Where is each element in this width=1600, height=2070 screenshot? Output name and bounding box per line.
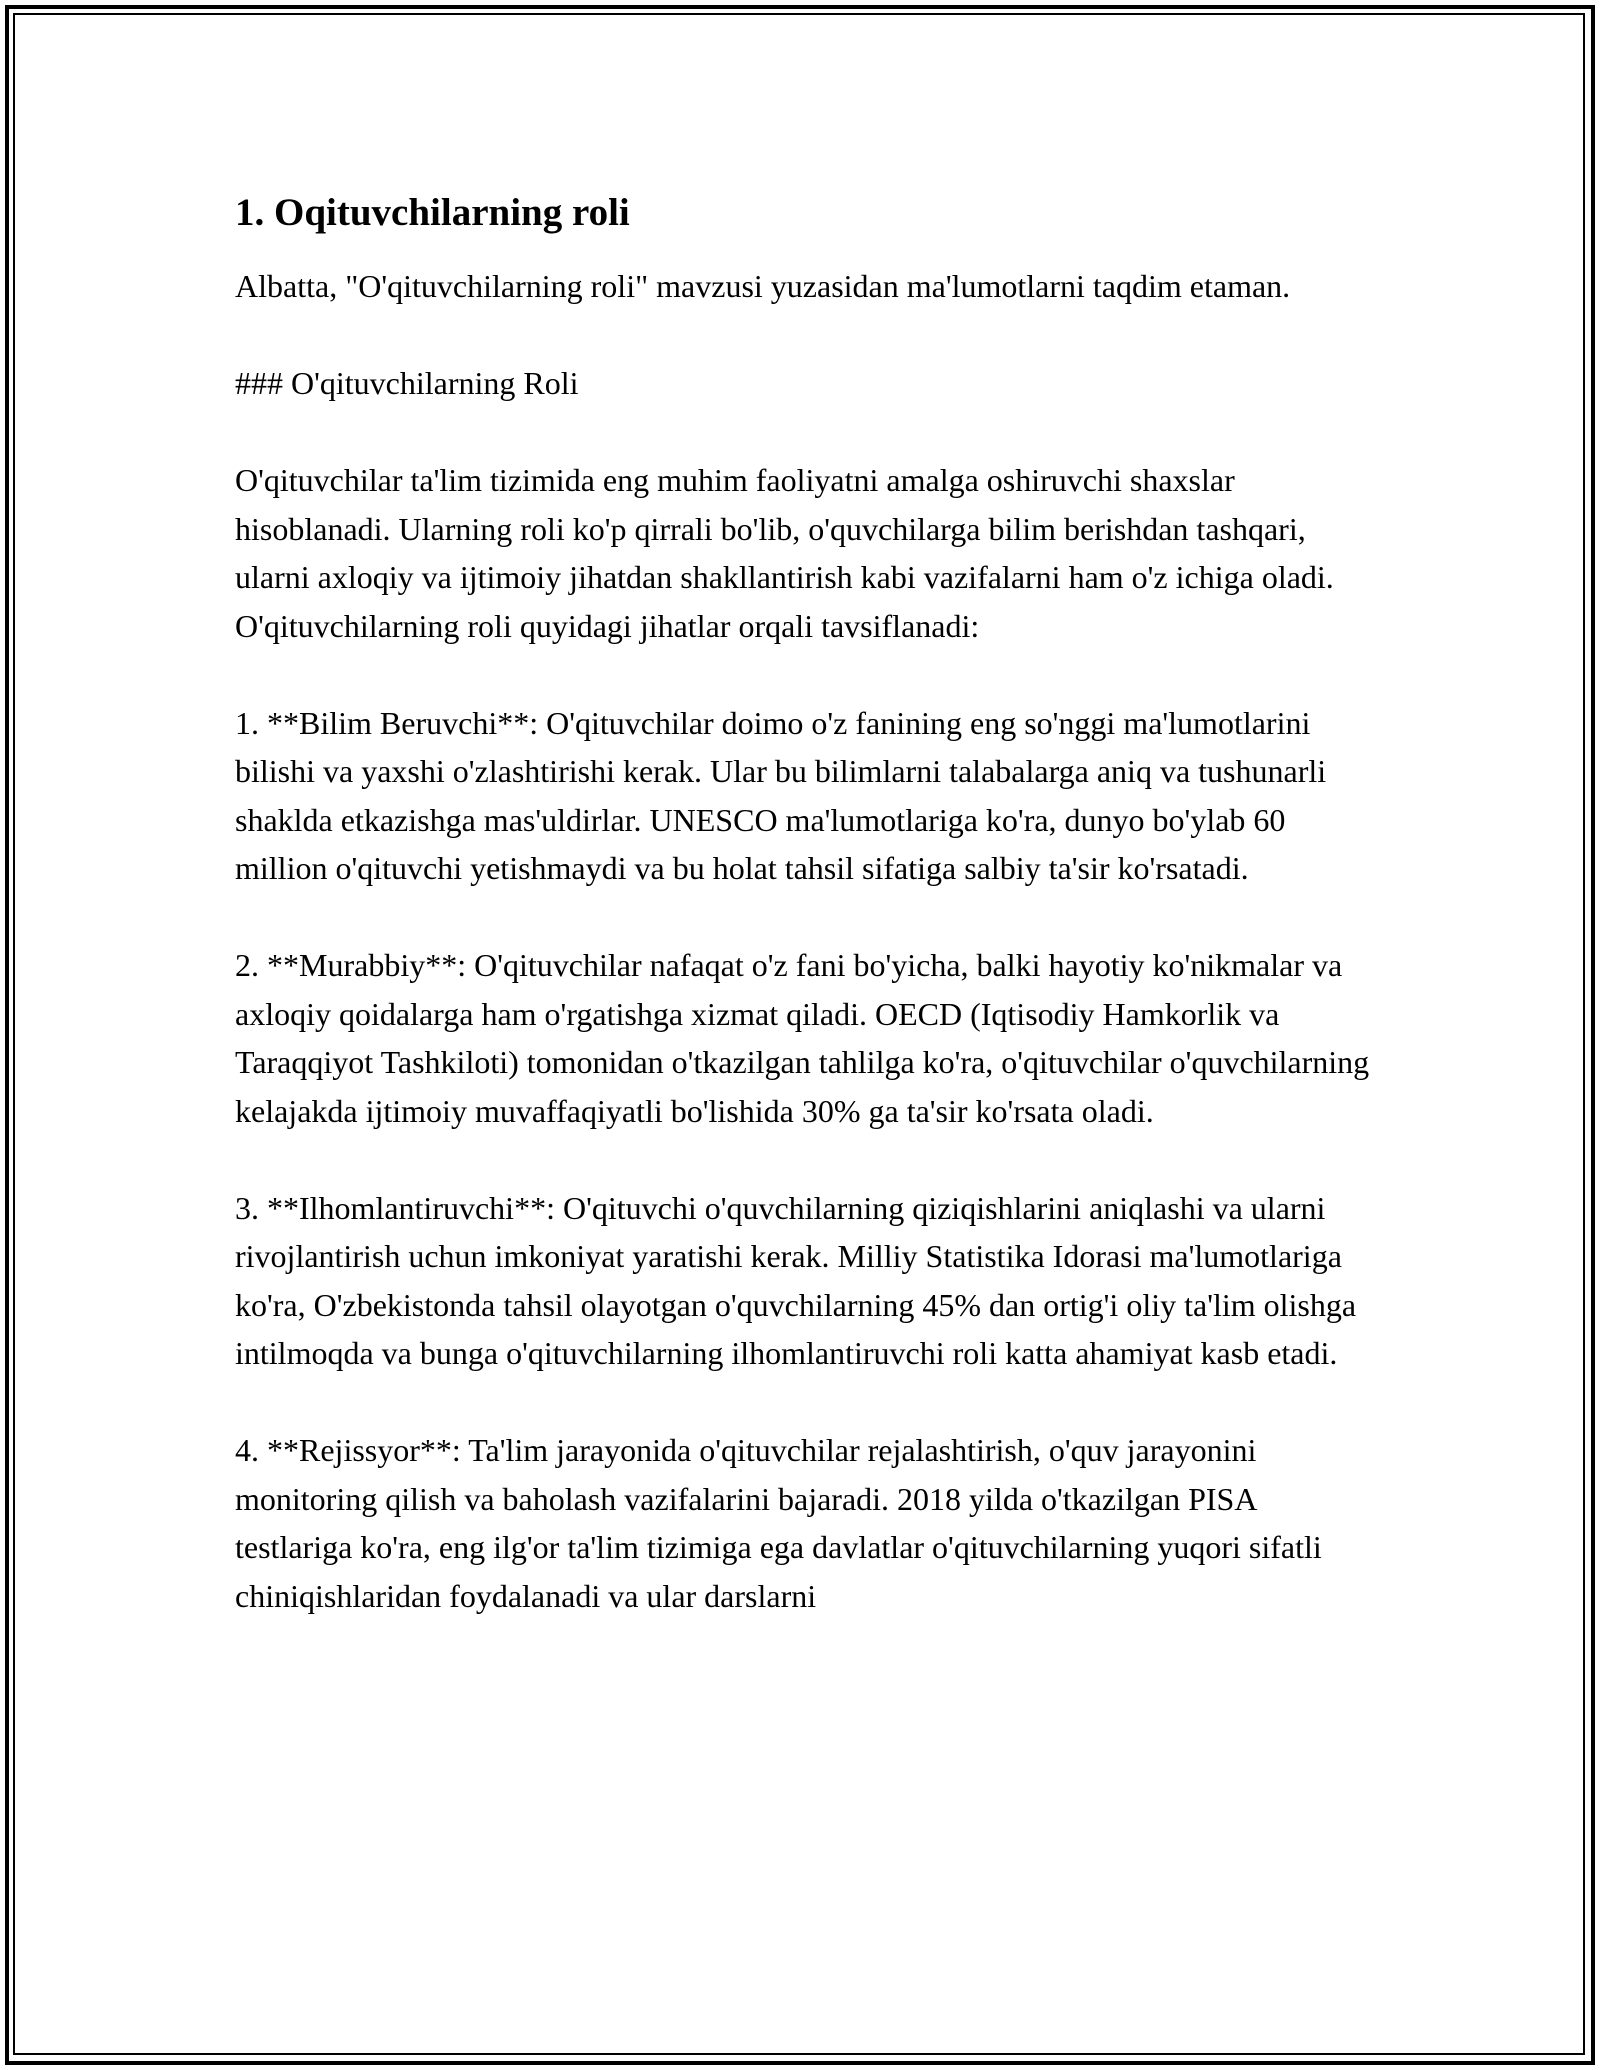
overview-paragraph: O'qituvchilar ta'lim tizimida eng muhim faoliyatni amalga oshiruvchi shaxslar hisoblanadi. Ularning roli ko'p qirrali bo'lib, o'quvchilarga bilim berishdan tashqari, ularni axloqiy va ijtimoiy jihatdan shakllantirish kabi vazifalarni ham o'z ichiga oladi. O'qituvchilarning roli quyidagi jihatlar orqali tavsiflanadi:	[235, 462, 1334, 644]
list-item-ilhomlantiruvchi: 3. **Ilhomlantiruvchi**: O'qituvchi o'quvchilarning qiziqishlarini aniqlashi va ularni rivojlantirish uchun imkoniyat yaratishi kerak. Milliy Statistika Idorasi ma'lumotlariga ko'ra, O'zbekistonda tahsil olayotgan o'quvchilarning 45% dan ortig'i oliy ta'lim olishga intilmoqda va bunga o'qituvchilarning ilhomlantiruvchi roli katta ahamiyat kasb etadi.	[235, 1189, 1357, 1371]
list-item-murabbiy: 2. **Murabbiy**: O'qituvchilar nafaqat o'z fani bo'yicha, balki hayotiy ko'nikmalar va axloqiy qoidalarga ham o'rgatishga xizmat qiladi. OECD (Iqtisodiy Hamkorlik va Taraqqiyot Tashkiloti) tomonidan o'tkazilgan tahlilga ko'ra, o'qituvchilar o'quvchilarning kelajakda ijtimoiy muvaffaqiyatli bo'lishida 30% ga ta'sir ko'rsata oladi.	[235, 947, 1370, 1129]
document-title: 1. Oqituvchilarning roli	[235, 191, 630, 234]
document-body	[235, 186, 1375, 1620]
list-item-bilim-beruvchi: 1. **Bilim Beruvchi**: O'qituvchilar doimo o'z fanining eng so'nggi ma'lumotlarini bilishi va yaxshi o'zlashtirishi kerak. Ular bu bilimlarni talabalarga aniq va tushunarli shaklda etkazishga mas'uldirlar. UNESCO ma'lumotlariga ko'ra, dunyo bo'ylab 60 million o'qituvchi yetishmaydi va bu holat tahsil sifatiga salbiy ta'sir ko'rsatadi.	[235, 704, 1327, 886]
intro-paragraph: Albatta, "O'qituvchilarning roli" mavzusi yuzasidan ma'lumotlarni taqdim etaman.	[235, 268, 1291, 304]
section-heading-paragraph: ### O'qituvchilarning Roli	[235, 365, 579, 401]
list-item-rejissyor: 4. **Rejissyor**: Ta'lim jarayonida o'qituvchilar rejalashtirish, o'quv jarayonini monitoring qilish va baholash vazifalarini bajaradi. 2018 yilda o'tkazilgan PISA testlariga ko'ra, eng ilg'or ta'lim tizimiga ega davlatlar o'qituvchilarning yuqori sifatli chiniqishlaridan foydalanadi va ular darslarni	[235, 1432, 1322, 1614]
